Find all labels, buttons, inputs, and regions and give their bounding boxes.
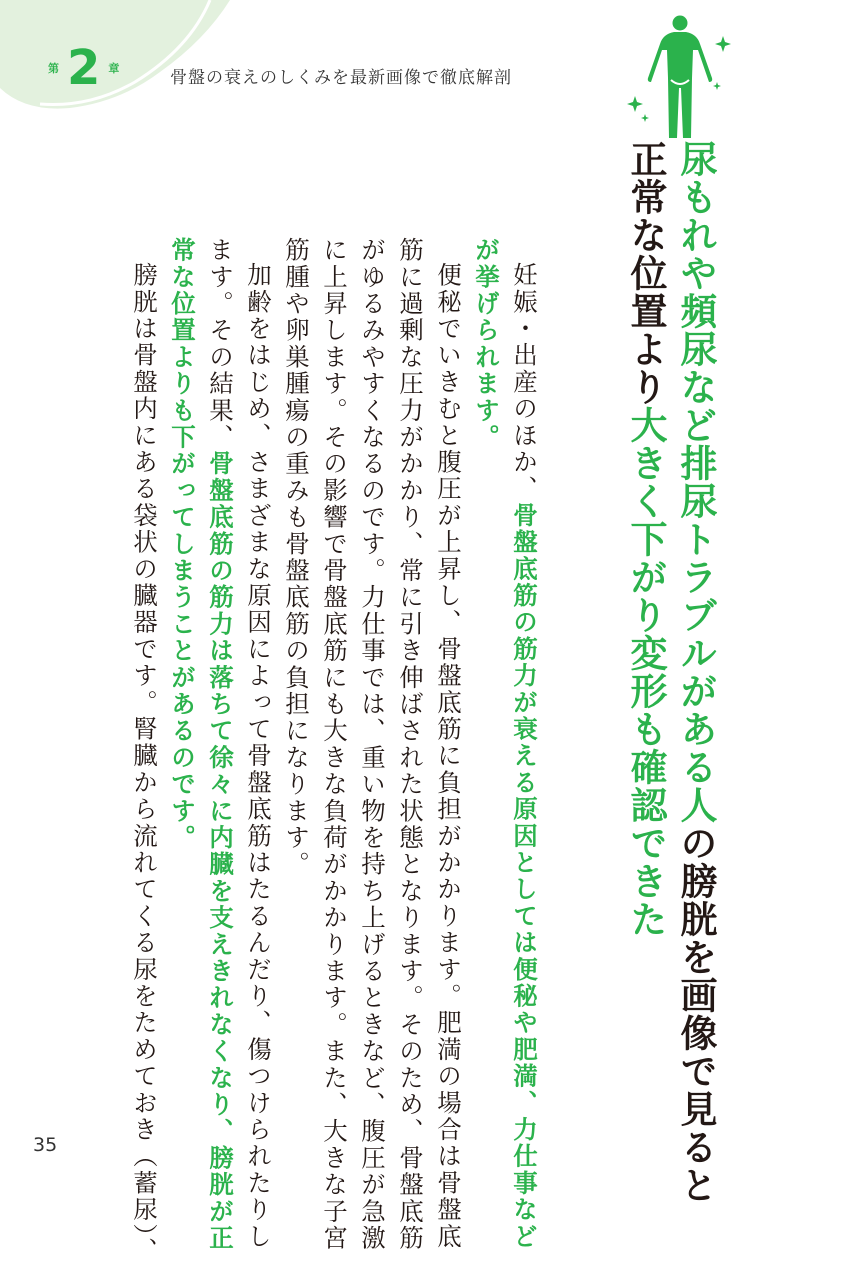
body-column-1 [504, 262, 544, 1250]
chapter-suffix: 章 [108, 62, 120, 75]
chapter-label [48, 40, 120, 96]
body-column-8 [238, 262, 278, 1250]
body-text: 妊娠・出産のほか、 [510, 262, 539, 503]
headline-line-1 [672, 140, 718, 1204]
headline-highlight: 尿もれや頻尿など排尿トラブルがある人 [674, 140, 717, 824]
body-column-10 [162, 237, 202, 851]
human-figure-icon [625, 14, 735, 142]
headline-text: 正常な位置より [624, 140, 667, 406]
body-column-6 [314, 237, 354, 1252]
body-highlight: が挙げられます。 [472, 237, 501, 451]
body-highlight: 骨盤底筋の筋力が衰える原因としては便秘や肥満、力仕事など [510, 502, 539, 1250]
body-column-11 [124, 262, 164, 1264]
body-text: ます。その結果、 [206, 237, 235, 451]
body-column-7 [276, 237, 316, 878]
chapter-prefix: 第 [48, 62, 59, 75]
body-text: 膀胱は骨盤内にある袋状の臓器です。腎臓から流れてくる尿をためておき（蓄尿）、 [130, 262, 159, 1264]
headline-line-2 [622, 140, 668, 938]
body-column-9 [200, 237, 240, 1252]
body-text: 便秘でいきむと腹圧が上昇し、骨盤底筋に負担がかかります。肥満の場合は骨盤底 [434, 262, 463, 1250]
body-text: に上昇します。その影響で骨盤底筋にも大きな負荷がかかります。また、大きな子宮 [320, 237, 349, 1252]
body-column-3 [428, 262, 468, 1250]
headline-highlight: 大きく下がり変形も確認できた [624, 406, 667, 938]
body-highlight: 骨盤底筋の筋力は落ちて徐々に内臓を支えきれなくなり、膀胱が正 [206, 450, 235, 1252]
body-text: 加齢をはじめ、さまざまな原因によって骨盤底筋はたるんだり、傷つけられたりし [244, 262, 273, 1250]
chapter-title: 骨盤の衰えのしくみを最新画像で徹底解剖 [170, 68, 512, 88]
headline-text: の膀胱を画像で見ると [674, 824, 717, 1204]
body-text: 筋に過剰な圧力がかかり、常に引き伸ばされた状態となります。そのため、骨盤底筋 [396, 237, 425, 1252]
chapter-number: 2 [67, 40, 101, 96]
body-column-2 [466, 237, 506, 451]
body-text: がゆるみやすくなるのです。力仕事では、重い物を持ち上げるときなど、腹圧が急激 [358, 237, 387, 1252]
body-highlight: 常な位置よりも下がってしまうことがあるのです。 [168, 237, 197, 852]
body-column-5 [352, 237, 392, 1252]
body-text: 筋腫や卵巣腫瘍の重みも骨盤底筋の負担になります。 [282, 237, 311, 878]
page-number: 35 [33, 1134, 58, 1156]
body-column-4 [390, 237, 430, 1252]
